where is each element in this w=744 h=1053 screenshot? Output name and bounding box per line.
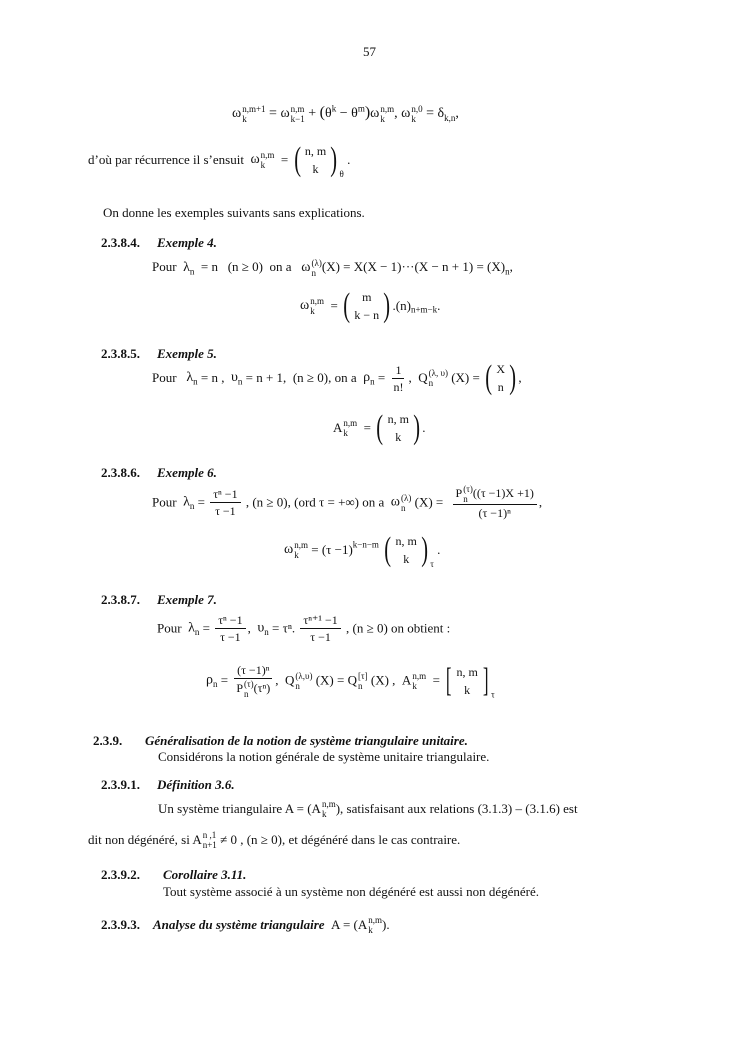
- sec239-number: 2.3.9.: [93, 733, 123, 748]
- def36-title: Définition 3.6.: [157, 777, 235, 792]
- examples-intro: On donne les exemples suivants sans explications.: [103, 205, 365, 220]
- ex4-number: 2.3.8.4.: [101, 235, 140, 250]
- cor311-text: Tout système associé à un système non dégénéré est aussi non dégénéré.: [163, 884, 539, 899]
- def36-number: 2.3.9.1.: [101, 777, 140, 792]
- ex4-line1: Pour $\lambda_n = n$ (n ≥ 0) on a ω (λ) n $(X) = X(X - 1)\cdot\cdot\cdot(X - n + 1) = (X)_n$,: [152, 258, 513, 278]
- ex7-line1: Pour $\lambda_n$ = $\frac{\text{τⁿ −1}}{\tau -1}$ , $\upsilon_n = \tau^n$. $\frac{\text{τⁿ⁺¹ −1}}{\tau -1}$ , (n ≥ 0) on obtient :: [157, 613, 451, 644]
- ex5-title: Exemple 5.: [157, 346, 217, 361]
- ex5-number: 2.3.8.5.: [101, 346, 140, 361]
- ex6-title: Exemple 6.: [157, 465, 217, 480]
- ex5-line1: Pour $\lambda_n = n$ , $\upsilon_n = n + 1$, (n ≥ 0), on a $\rho_n$ = $\frac{1}{n!}$ , Q (λ, υ) n (X) = ( X n ) ,: [152, 359, 522, 396]
- sec2393: 2.3.9.3. Analyse du système triangulaire A = (A n,m k ).: [101, 915, 390, 935]
- ex6-number: 2.3.8.6.: [101, 465, 140, 480]
- ex4-title: Exemple 4.: [157, 235, 217, 250]
- sec239-title: Généralisation de la notion de système triangulaire unitaire.: [145, 733, 468, 748]
- ex6-line1: Pour $\lambda_n$ = $\frac{\text{τⁿ −1}}{\tau -1}$ , (n ≥ 0), (ord τ = +∞) on a ω (λ) n (X) = P (τ) n ((τ −1)X +1) (τ −1)ⁿ ,: [152, 484, 543, 520]
- ex4-line2: ω n,m k = ( m k − n ) $.(n)_{n+m-k}$.: [300, 287, 441, 324]
- cor311-title: Corollaire 3.11.: [163, 867, 247, 882]
- ex6-line2: ω n,m k = $(\tau -1)^{k-n-m}$ ( n, m k ) $_\tau$ .: [284, 531, 441, 569]
- ex7-title: Exemple 7.: [157, 592, 217, 607]
- ex7-line2: $\rho_n$ = (τ −1)ⁿ P (τ) n (τⁿ) , Q (λ,υ) n (X) = Q [τ] n (X) , A n,m k = [ n, m k ] $_\tau$: [206, 661, 495, 700]
- cor311-number: 2.3.9.2.: [101, 867, 140, 882]
- def36-line2: dit non dégénéré, si A n ,1 n+1 ≠ 0 , (n ≥ 0), et dégénéré dans le cas contraire.: [88, 830, 461, 850]
- def36-line1: Un système triangulaire A = (A n,m k ), satisfaisant aux relations (3.1.3) – (3.1.6) est: [158, 799, 578, 819]
- recurrence-line: d’où par récurrence il s’ensuit ω n,m k = ( n, m k ) $_\theta$ .: [88, 141, 351, 179]
- binomial-theta: ( n, m k ): [293, 141, 338, 178]
- ex7-number: 2.3.8.7.: [101, 592, 140, 607]
- sec239-intro: Considérons la notion générale de système unitaire triangulaire.: [158, 749, 490, 764]
- recurrence-equation: ω n,m+1 k = ω n,m k−1 + $(\theta^k - \theta^m)\omega$ n,m k , ω n,0 k = $\delta_{k,n}$,: [232, 103, 459, 124]
- page-number: 57: [363, 44, 376, 59]
- ex5-line2: A n,m k = ( n, m k ) .: [333, 409, 426, 446]
